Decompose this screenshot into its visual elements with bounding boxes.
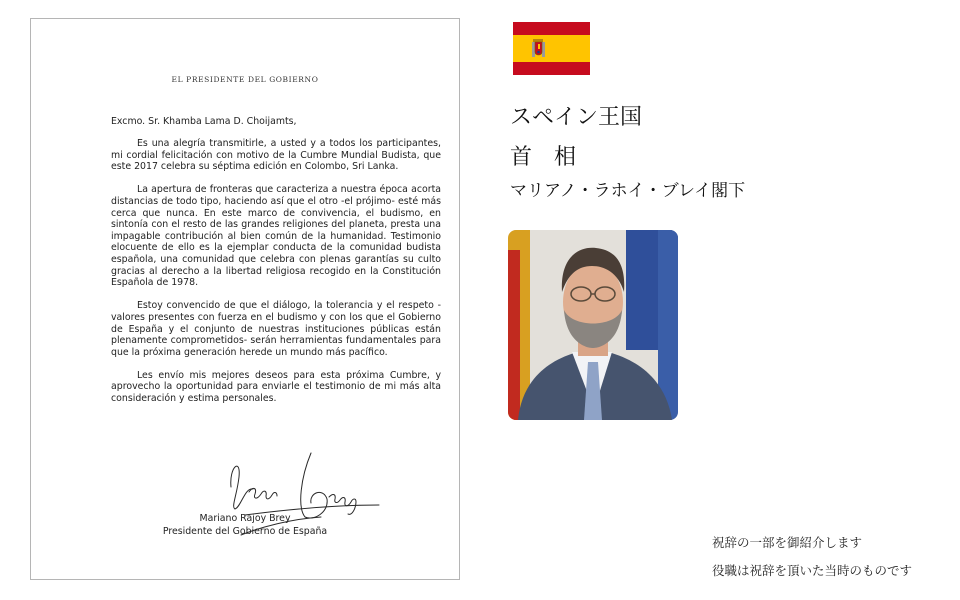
person-name: マリアノ・ラホイ・ブレイ閣下 — [510, 181, 746, 201]
country-name: スペイン王国 — [510, 105, 643, 130]
position-title: 首 相 — [510, 145, 577, 170]
letterhead: EL PRESIDENTE DEL GOBIERNO — [171, 75, 319, 84]
signature-name: Mariano Rajoy Brey — [199, 513, 291, 524]
letter-body — [111, 138, 441, 416]
spain-flag-icon — [513, 22, 590, 75]
signature-title: Presidente del Gobierno de España — [162, 526, 328, 537]
letter-paragraph: Es una alegría transmitirle, a usted y a todos los participantes, mi cordial felicitación con motivo de la Cumbre Mundial Budista, que este 2017 celebra su séptima edición en Colombo, Sri Lanka. — [111, 138, 441, 173]
portrait-photo — [508, 230, 678, 420]
letter-document — [30, 18, 460, 580]
note-excerpt: 祝辞の一部を御紹介します — [712, 535, 863, 550]
letter-salutation: Excmo. Sr. Khamba Lama D. Choijamts, — [111, 116, 297, 127]
letter-paragraph: Estoy convencido de que el diálogo, la tolerancia y el respeto -valores presentes con fuerza en el budismo y con los que el Gobierno de España y el conjunto de nuestras instituciones públicas están plenamente comprometidos- serán herramientas fundamentales para que la próxima generación herede un mundo más pacífico. — [111, 300, 441, 358]
note-position-disclaimer: 役職は祝辞を頂いた当時のものです — [712, 563, 913, 578]
letter-paragraph: Les envío mis mejores deseos para esta próxima Cumbre, y aprovecho la oportunidad para enviarle el testimonio de mi más alta consideración y estima personales. — [111, 369, 441, 405]
letter-paragraph: La apertura de fronteras que caracteriza a nuestra época acorta distancias de todo tipo, haciendo así que el otro -el prójimo- esté más cerca que nunca. En este marco de convivencia, el budismo, en sintonía con el resto de las grandes religiones del planeta, presta una impagable contribución al bien común de la humanidad. Testimonio elocuente de ello es la ejemplar conducta de la comunidad budista española, una comunidad que celebra con plenas garantías su culto gracias al derecho a la libertad religiosa recogido en la Constitución Española de 1978. — [111, 184, 441, 289]
